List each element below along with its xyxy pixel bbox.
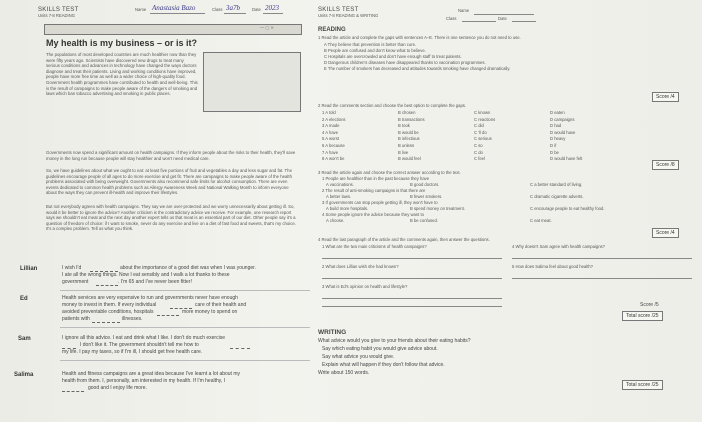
q1-instructions: 1 Read the article and complete the gaps with sentences A–E. There is one sentence you do not need to use. xyxy=(318,35,521,40)
q2-option[interactable]: 7 A have xyxy=(322,149,339,155)
q2-option[interactable]: C feel xyxy=(474,156,485,162)
q2-option[interactable]: D had xyxy=(550,123,562,129)
window-controls-icon: — ▢ ✕ xyxy=(260,25,274,30)
article-paragraph-3: So, we have guidelines about what we ought to eat: at least five portions of fruit and vegetables a day and less sugar and fat. The guidelines encourage people of all ages to do more exercise and get fit. There are campaigns to make people aware of the health problems associated with being overweight. Governments also recommend safe limits for alcohol consumption. There are even events dedicated to common health problems such as Allergy Awareness Week and National Walking Month to inform everyone about the ways they can prevent ill-health and improve their lifestyles. xyxy=(46,168,292,196)
q2-option[interactable]: 2 A elections xyxy=(322,116,346,122)
article-paragraph-2: Governments now spend a significant amount on health campaigns. If they inform people about the risks to their health, they'll save money in the long run because people will stay healthier and won't need medical care. xyxy=(46,150,296,161)
date-value[interactable]: 2023 xyxy=(265,4,279,12)
q2-option[interactable]: C did xyxy=(474,123,484,129)
gap-8[interactable] xyxy=(62,391,84,392)
q2-option[interactable]: B unless xyxy=(398,143,415,148)
q2-option[interactable]: C 'll do xyxy=(474,129,487,135)
worksheet: SKILLS TEST Units 7-8 READING Name Anastasia Bazo Class 3a7b Date 2023 — ▢ ✕ My health is my business – or is it? The populations of most developed countries are much healthier now than they were fifty years ago. Scientists have discovered new drugs to treat many serious conditions and advances in technology have changed the ways doctors diagnose and treat their patients. Living and working conditions have improved, people have more free time as well as a wider choice of high-quality food. Government health programmes have contributed to health and well-being. This is the result of campaigns to make people aware of the dangers of smoking and laws which ban tobacco advertising and smoking in public places. Governments now spend a significant amount on health campaigns. If they inform people about the risks to their health, they'll save money in the long run because people will stay healthier and won't need medical care. So, we have guidelines about what we ought to eat: at least five portions of fruit and vegetables a day and less sugar and fat. The guidelines encourage people of all ages to do more exercise and get fit. There are campaigns to make people aware of the health problems associated with being overweight. Governments also recommend safe limits for alcohol consumption. There are even events dedicated to common health problems such as Allergy Awareness Week and National Walking Month to inform everyone about the ways they can prevent ill-health and improve their lifestyles. But not everybody agrees with health campaigns. They say we are over-protected and we worry unnecessarily about getting ill. So, would it be better to ignore the advice? Another criticism is the contradictory advice we receive. For example, one research report says we shouldn't eat meat and the next day another expert tells us that meat is an essential part of our diet. Other people say it's a question of freedom of choice: if I want to smoke, never do any exercise and live on a diet of fast food and sweets, that's my choice. It's a complex problem. Tell us what you think. Lillian I wish I'd about the importance of a good diet was when I was younger. I ate all the wrong things. Now I eat sensibly and I walk a lot thanks to these government . I'm 65 and I've never been fitter! Ed Health services are very expensive to run and governments never have enough money to invest in them. If every individual care of their health and avoided preventable conditions, hospitals more money to spend on patients with illnesses. Sam I ignore all this advice. I eat and drink what I like. I don't do much exercise I don't like it. The government shouldn't tell me how to my life. I pay my taxes, so if I'm ill, I should get free health care. Salima Health and fitness campaigns are a great idea because I've learnt a lot about my health from them. I, personally, am interested in my health. If I'm healthy, I good and I enjoy life more. SKILLS TEST Units 7-8 READING & WRITING Name Class Date READING 1 Read the article and complete the gaps with sentences A–E. There is one sentence you do not need to use. A They believe that prevention is better than cure. B People are confused and don't know what to believe. C Hospitals are overcrowded and don't have enough staff to treat patients. D Dangerous children's diseases have disappeared thanks to vaccination programmes. E The number of smokers has decreased and attitudes towards smoking have changed dramatically. Score /4 2 Read the comments section and choose the best option to complete the gaps. 1 A told B chosen C known D eaten 2 A elections B transactions C reactions D campaigns 3 A made B took C did D had 4 A have B would be C 'll do D would have 5 A worst B infectious C serious D heavy 6 A because B unless C so D if 7 A have B live C do D be 8 A won't be B would feel C feel D would have felt Score /8 3 Read the article again and choose the correct answer according to the text. 1 People are healthier than in the past because they have A vaccinations. B good doctors. C a better standard of living. 2 The result of anti-smoking campaigns is that there are A better laws. B fewer smokers. C dramatic cigarette adverts. 3 If governments can stop people getting ill, they won't have to A build more hospitals. B spend money on treatment. C encourage people to eat healthy food. 4 Some people ignore the advice because they want to A choose. B be confused. C eat meat. Score /4 4 Read the last paragraph of the article and the comments again, then answer the questions. 1 What are the two main criticisms of health campaigns? 4 Why doesn't Sam agree with health campaigns? 2 What does Lillian wish she had known? 5 How does Salima feel about good health? 3 What is Ed's opinion on health and lifestyle? Score /5 Total score /25 WRITING What advice would you give to your friends about their eating habits? Say which eating habit you would give advice about. Say what advice you would give. Explain what will happen if they don't follow that advice. Write about 150 words. Total score /25 xyxy=(0,0,702,422)
q2-option[interactable]: D eaten xyxy=(550,110,565,115)
total-score-box-1: Total score /25 xyxy=(622,311,663,321)
date-label: Date xyxy=(252,7,261,12)
class-label: Class xyxy=(212,7,223,12)
answer-line[interactable] xyxy=(512,258,692,259)
reading-heading: READING xyxy=(318,27,346,33)
lillian-text: I wish I'd xyxy=(62,265,82,271)
q2-option[interactable]: C do xyxy=(474,149,483,155)
q2-option[interactable]: B would feel xyxy=(398,156,421,162)
name-value[interactable]: Anastasia Bazo xyxy=(152,4,196,12)
q2-option[interactable]: D be xyxy=(550,149,559,155)
q2-option[interactable]: 5 A worst xyxy=(322,136,339,142)
answer-line[interactable] xyxy=(322,306,502,307)
article-paragraph-1: The populations of most developed countries are much healthier now than they were fifty years ago. Scientists have discovered new drugs to treat many serious conditions and advances in technology have changed the ways doctors diagnose and treat their patients. Living and working conditions have improved, people have more free time as well as a wider choice of high-quality food. Government health programmes have contributed to health and well-being. This is the result of campaigns to make people aware of the dangers of smoking and laws which ban tobacco advertising and smoking in public places. xyxy=(46,52,198,97)
q2-option[interactable]: D if xyxy=(550,143,557,148)
q2-option[interactable]: 8 A won't be xyxy=(322,156,345,162)
q2-option[interactable]: 3 A made xyxy=(322,123,340,129)
right-date-field[interactable] xyxy=(512,21,536,22)
score-box-1: Score /4 xyxy=(652,92,679,102)
q2-option[interactable]: D would have xyxy=(550,129,576,135)
score-label-4: Score /5 xyxy=(640,302,659,308)
right-name-field[interactable] xyxy=(474,14,534,15)
q2-option[interactable]: B infectious xyxy=(398,136,420,142)
article-photo xyxy=(203,52,301,112)
writing-prompt: What advice would you give to your friends about their eating habits? xyxy=(318,338,471,344)
gap-2[interactable] xyxy=(96,285,118,286)
q2-option[interactable]: D would have felt xyxy=(550,156,583,162)
skills-test-label: SKILLS TEST xyxy=(38,7,79,13)
q2-option[interactable]: D heavy xyxy=(550,136,566,142)
q2-option[interactable]: 4 A have xyxy=(322,129,339,135)
q2-option[interactable]: 1 A told xyxy=(322,110,336,115)
q2-option[interactable]: B took xyxy=(398,123,410,129)
q2-instructions: 2 Read the comments section and choose the best option to complete the gaps. xyxy=(318,103,467,108)
q3-instructions: 3 Read the article again and choose the correct answer according to the text. xyxy=(318,170,461,175)
answer-line[interactable] xyxy=(322,258,502,259)
name-label: Name xyxy=(135,7,147,12)
answer-line[interactable] xyxy=(512,278,692,279)
right-class-field[interactable] xyxy=(462,21,496,22)
score-box-2: Score /8 xyxy=(652,160,679,170)
q2-option[interactable]: B would be xyxy=(398,129,419,135)
answer-line[interactable] xyxy=(322,298,502,299)
commenter-salima: Salima xyxy=(14,372,34,378)
right-units-label: Units 7-8 READING & WRITING xyxy=(318,13,379,18)
answer-line[interactable] xyxy=(322,278,502,279)
right-skills-test-label: SKILLS TEST xyxy=(318,7,359,13)
units-label: Units 7-8 READING xyxy=(38,13,75,18)
writing-heading: WRITING xyxy=(318,329,347,336)
article-title: My health is my business – or is it? xyxy=(46,38,198,48)
total-score-box-2: Total score /25 xyxy=(622,380,663,390)
commenter-sam: Sam xyxy=(18,336,31,342)
commenter-ed: Ed xyxy=(20,296,28,302)
q4-instructions: 4 Read the last paragraph of the article and the comments again, then answer the questions. xyxy=(318,237,490,242)
commenter-lillian: Lillian xyxy=(20,266,38,272)
q2-option[interactable]: B chosen xyxy=(398,110,416,115)
q2-option[interactable]: C known xyxy=(474,110,491,115)
class-value[interactable]: 3a7b xyxy=(226,4,240,12)
article-paragraph-4: But not everybody agrees with health campaigns. They say we are over-protected and we worry unnecessarily about getting ill. So, would it be better to ignore the advice? Another criticism is the contradictory advice we receive. For example, one research report says we shouldn't eat meat and the next day another expert tells us that meat is an essential part of our diet. Other people say it's a question of freedom of choice: if I want to smoke, never do any exercise and live on a diet of fast food and sweets, that's my choice. It's a complex problem. Tell us what you think. xyxy=(46,204,296,232)
gap-4[interactable] xyxy=(157,315,179,316)
score-box-3: Score /4 xyxy=(652,228,679,238)
gap-5[interactable] xyxy=(92,322,120,323)
q2-option[interactable]: 6 A because xyxy=(322,143,345,148)
q2-option[interactable]: C so xyxy=(474,143,483,148)
q2-option[interactable]: C serious xyxy=(474,136,492,142)
q2-option[interactable]: C reactions xyxy=(474,116,496,122)
gap-7[interactable] xyxy=(230,348,250,349)
q2-option[interactable]: B transactions xyxy=(398,116,425,122)
q2-option[interactable]: D campaigns xyxy=(550,116,575,122)
q2-option[interactable]: B live xyxy=(398,149,409,155)
